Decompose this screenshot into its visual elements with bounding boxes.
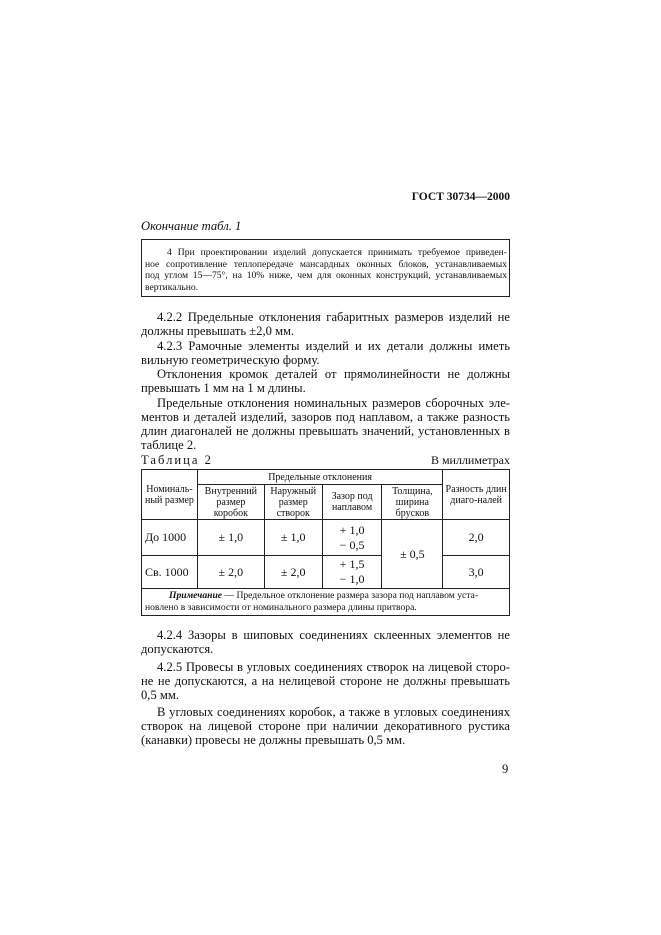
text-line: (канавки) провесы не должны превышать 0,5 мм.	[141, 733, 406, 747]
table-row	[142, 520, 510, 556]
table-row	[142, 556, 510, 589]
text-line: Предельные отклонения номинальных размеров сборочных эле-	[157, 396, 510, 410]
cell-inner: ± 1,0	[197, 520, 264, 556]
cell-gap	[322, 520, 382, 556]
text-line: ментов и деталей изделий, зазоров под наплавом, а также разность	[141, 410, 510, 424]
table-label: Таблица 2	[141, 453, 213, 467]
gap-minus: − 0,5	[339, 537, 365, 552]
cell-outer: ± 1,0	[264, 520, 322, 556]
cell-outer: ± 2,0	[264, 556, 322, 589]
header-group-deviations: Предельные отклонения	[197, 470, 442, 485]
text-line: превышать 1 мм на 1 м длины.	[141, 381, 306, 395]
note-line: под углом 15—75°, на 10% ниже, чем для оконных конструкций, устанавливаемых	[145, 270, 507, 281]
note-line: вертикально.	[145, 281, 199, 293]
cell-gap	[322, 556, 382, 589]
header-nominal-size: Номиналь-ный размер	[142, 470, 198, 520]
header-gap: Зазор под наплавом	[322, 485, 382, 520]
cell-size: До 1000	[142, 520, 198, 556]
cell-diag: 2,0	[443, 520, 510, 556]
text-line: 4.2.4 Зазоры в шиповых соединениях склеенных элементов не	[157, 628, 510, 642]
text-line: допускаются.	[141, 642, 214, 656]
table-continuation-caption: Окончание табл. 1	[141, 219, 242, 233]
note-text: — Предельное отклонение размера зазора под наплавом уста-новлено в зависимости от номинального размера длины притвора.	[145, 590, 479, 613]
note-line: 4 При проектировании изделий допускается принимать требуемое приведен-	[167, 247, 507, 258]
cell-size: Св. 1000	[142, 556, 198, 589]
text-line: таблице 2.	[141, 438, 197, 452]
cell-diag: 3,0	[443, 556, 510, 589]
cell-inner: ± 2,0	[197, 556, 264, 589]
document-code: ГОСТ 30734—2000	[411, 191, 510, 203]
text-line: 4.2.3 Рамочные элементы изделий и их детали должны иметь	[157, 339, 510, 353]
text-line: В угловых соединениях коробок, а также в угловых соединениях	[157, 705, 510, 719]
text-line: 0,5 мм.	[141, 688, 179, 702]
header-outer-size: Наружный размер створок	[264, 485, 322, 520]
header-diagonal-diff: Разность длин диаго-налей	[443, 470, 510, 520]
cell-thickness: ± 0,5	[382, 520, 443, 589]
text-line: 4.2.5 Провесы в угловых соединениях створок на лицевой сторо-	[157, 660, 510, 674]
header-inner-size: Внутренний размер коробок	[197, 485, 264, 520]
note-label: Примечание	[169, 590, 223, 601]
table-2	[141, 469, 510, 616]
note-line: ное сопротивление теплопередаче мансардных оконных блоков, устанавливаемых	[145, 258, 507, 270]
table-1-note-box	[141, 239, 510, 297]
gap-plus: + 1,0	[339, 522, 365, 537]
gap-plus: + 1,5	[339, 557, 365, 571]
table-note	[142, 589, 510, 616]
page-number: 9	[502, 762, 509, 776]
text-line: 4.2.2 Предельные отклонения габаритных размеров изделий не	[157, 310, 510, 324]
text-line: вильную геометрическую форму.	[141, 353, 320, 367]
text-line: не не допускаются, а на нелицевой стороне не должны превышать	[141, 674, 510, 688]
text-line: длин диагоналей не должны превышать значений, установленных в	[141, 424, 510, 438]
table-units: В миллиметрах	[430, 453, 510, 467]
gap-minus: − 1,0	[339, 572, 365, 586]
text-line: створок на лицевой стороне при наличии декоративного рустика	[141, 719, 510, 733]
text-line: должны превышать ±2,0 мм.	[141, 324, 295, 338]
header-thickness: Толщина, ширина брусков	[382, 485, 443, 520]
text-line: Отклонения кромок деталей от прямолинейности не должны	[157, 367, 510, 381]
